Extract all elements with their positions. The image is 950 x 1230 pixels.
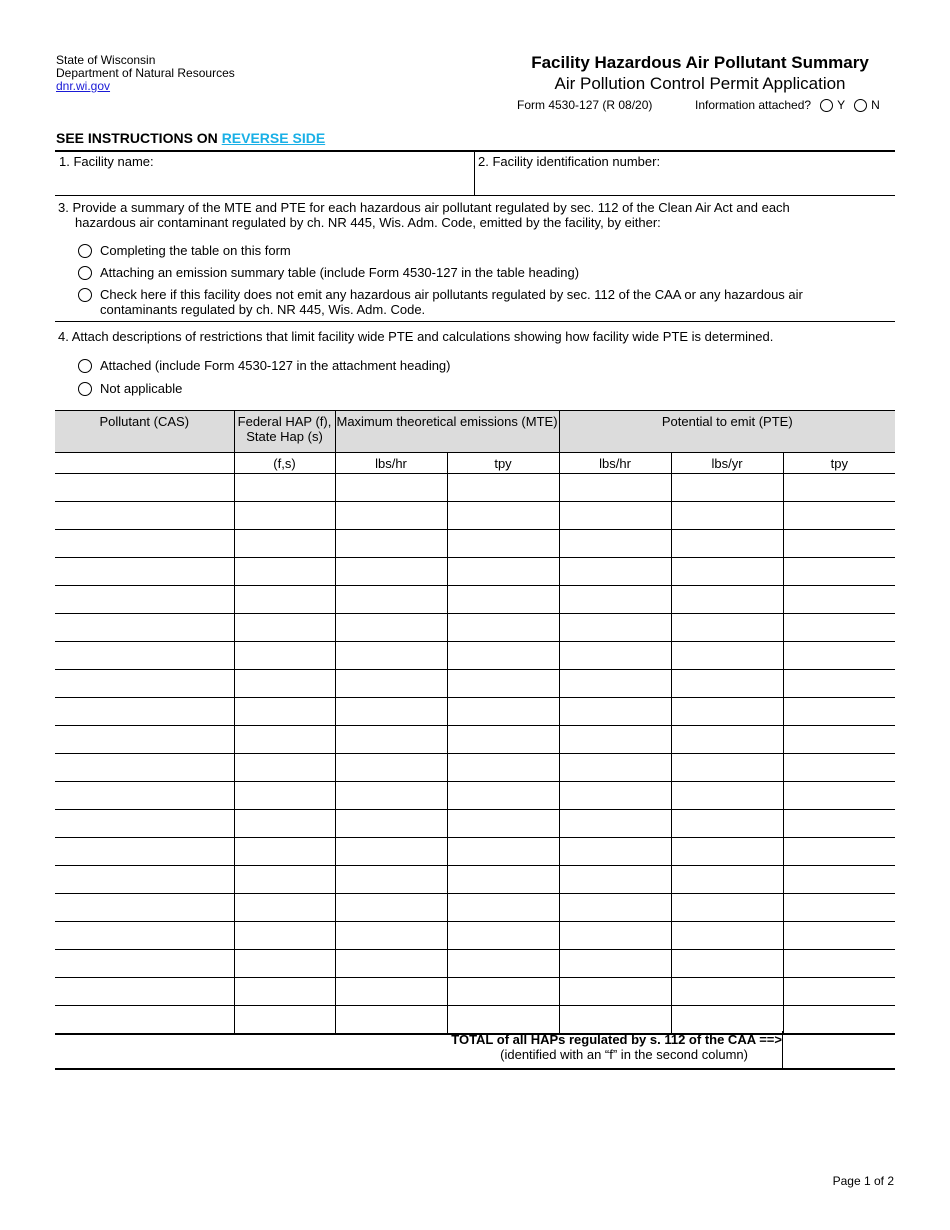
- sub-pte-lbshr-header: lbs/hr: [559, 453, 671, 474]
- pollutant-cell[interactable]: [55, 922, 234, 950]
- pte-lbshr-cell[interactable]: [559, 670, 671, 698]
- pte-tpy-cell[interactable]: [783, 474, 895, 502]
- pte-lbshr-cell[interactable]: [559, 502, 671, 530]
- pte-tpy-cell[interactable]: [783, 866, 895, 894]
- pte-tpy-cell[interactable]: [783, 782, 895, 810]
- pte-tpy-cell[interactable]: [783, 810, 895, 838]
- mte-tpy-cell[interactable]: [447, 670, 559, 698]
- mte-tpy-cell[interactable]: [447, 838, 559, 866]
- divider: [55, 195, 895, 196]
- q3-option-attach[interactable]: [78, 265, 579, 280]
- see-instructions: [56, 130, 325, 146]
- pollutant-cell[interactable]: [55, 950, 234, 978]
- hap-cell[interactable]: [234, 782, 335, 810]
- mte-tpy-cell[interactable]: [447, 782, 559, 810]
- pte-tpy-cell[interactable]: [783, 978, 895, 1006]
- hap-cell[interactable]: [234, 530, 335, 558]
- q3-option-none-radio[interactable]: [78, 288, 92, 302]
- facility-id-label: 2. Facility identification number:: [478, 154, 661, 169]
- mte-tpy-cell[interactable]: [447, 810, 559, 838]
- page-number: Page 1 of 2: [832, 1174, 894, 1188]
- mte-lbshr-cell[interactable]: [335, 726, 447, 754]
- pollutant-cell[interactable]: [55, 586, 234, 614]
- pte-lbsyr-cell[interactable]: [671, 474, 783, 502]
- mte-lbshr-cell[interactable]: [335, 698, 447, 726]
- col-pollutant-header: Pollutant (CAS): [55, 411, 234, 453]
- table-row: [55, 978, 895, 1006]
- pte-lbsyr-cell[interactable]: [671, 1006, 783, 1035]
- mte-tpy-cell[interactable]: [447, 502, 559, 530]
- pollutant-cell[interactable]: [55, 642, 234, 670]
- pollutant-cell[interactable]: [55, 782, 234, 810]
- pte-tpy-cell[interactable]: [783, 698, 895, 726]
- hap-cell[interactable]: [234, 978, 335, 1006]
- see-instructions-text: SEE INSTRUCTIONS ON: [56, 130, 222, 146]
- q3-option-table[interactable]: [78, 243, 291, 258]
- hap-cell[interactable]: [234, 838, 335, 866]
- table-row: [55, 950, 895, 978]
- table-row: [55, 586, 895, 614]
- mte-lbshr-cell[interactable]: [335, 586, 447, 614]
- pte-lbsyr-cell[interactable]: [671, 586, 783, 614]
- mte-tpy-cell[interactable]: [447, 866, 559, 894]
- info-attached-label: Information attached?: [695, 98, 812, 112]
- question-4: 4. Attach descriptions of restrictions that limit facility wide PTE and calculations showing how facility wide PTE is determined.: [58, 329, 774, 344]
- divider: [474, 151, 475, 195]
- pte-lbshr-cell[interactable]: [559, 614, 671, 642]
- pte-lbshr-cell[interactable]: [559, 1006, 671, 1035]
- pte-lbshr-cell[interactable]: [559, 586, 671, 614]
- hap-cell[interactable]: [234, 502, 335, 530]
- mte-tpy-cell[interactable]: [447, 950, 559, 978]
- mte-tpy-cell[interactable]: [447, 474, 559, 502]
- pte-lbsyr-cell[interactable]: [671, 950, 783, 978]
- pte-lbshr-cell[interactable]: [559, 558, 671, 586]
- divider: [55, 1068, 895, 1070]
- pte-tpy-cell[interactable]: [783, 642, 895, 670]
- mte-lbshr-cell[interactable]: [335, 642, 447, 670]
- pollutant-cell[interactable]: [55, 838, 234, 866]
- q4-option-na-label: Not applicable: [100, 381, 183, 396]
- mte-tpy-cell[interactable]: [447, 558, 559, 586]
- mte-tpy-cell[interactable]: [447, 586, 559, 614]
- pte-lbsyr-cell[interactable]: [671, 866, 783, 894]
- table-row: [55, 642, 895, 670]
- total-label-block: [56, 1032, 782, 1062]
- pte-lbshr-cell[interactable]: [559, 698, 671, 726]
- table-row: [55, 894, 895, 922]
- pollutant-cell[interactable]: [55, 670, 234, 698]
- mte-lbshr-cell[interactable]: [335, 838, 447, 866]
- total-note: (identified with an “f” in the second column): [500, 1047, 748, 1062]
- col-pte-header: Potential to emit (PTE): [559, 411, 895, 453]
- mte-lbshr-cell[interactable]: [335, 670, 447, 698]
- mte-lbshr-cell[interactable]: [335, 922, 447, 950]
- pollutant-cell[interactable]: [55, 978, 234, 1006]
- hap-cell[interactable]: [234, 642, 335, 670]
- pollutant-cell[interactable]: [55, 1006, 234, 1035]
- table-row: [55, 474, 895, 502]
- pte-lbshr-cell[interactable]: [559, 894, 671, 922]
- pte-lbshr-cell[interactable]: [559, 642, 671, 670]
- hap-cell[interactable]: [234, 810, 335, 838]
- mte-lbshr-cell[interactable]: [335, 978, 447, 1006]
- pollutant-cell[interactable]: [55, 558, 234, 586]
- mte-lbshr-cell[interactable]: [335, 474, 447, 502]
- hap-cell[interactable]: [234, 586, 335, 614]
- mte-tpy-cell[interactable]: [447, 530, 559, 558]
- hap-cell[interactable]: [234, 558, 335, 586]
- pollutant-cell[interactable]: [55, 502, 234, 530]
- divider: [55, 150, 895, 152]
- table-row: [55, 866, 895, 894]
- sub-hap-header: (f,s): [234, 453, 335, 474]
- pte-tpy-cell[interactable]: [783, 1006, 895, 1035]
- mte-tpy-cell[interactable]: [447, 894, 559, 922]
- hap-cell[interactable]: [234, 614, 335, 642]
- mte-tpy-cell[interactable]: [447, 726, 559, 754]
- q3-option-none-label: Check here if this facility does not emit any hazardous air pollutants regulated by sec. 112 of the CAA or any hazardous air contaminants regulated by ch. NR 445, Wis. Adm. Code.: [100, 287, 803, 317]
- q4-option-attached-label: Attached (include Form 4530-127 in the attachment heading): [100, 358, 451, 373]
- mte-lbshr-cell[interactable]: [335, 782, 447, 810]
- pte-lbsyr-cell[interactable]: [671, 838, 783, 866]
- hap-cell[interactable]: [234, 474, 335, 502]
- pte-lbshr-cell[interactable]: [559, 950, 671, 978]
- table-row: [55, 698, 895, 726]
- mte-lbshr-cell[interactable]: [335, 894, 447, 922]
- table-row: [55, 810, 895, 838]
- q4-option-attached[interactable]: [78, 358, 451, 373]
- table-row: [55, 530, 895, 558]
- mte-tpy-cell[interactable]: [447, 698, 559, 726]
- pollutant-cell[interactable]: [55, 614, 234, 642]
- pte-lbshr-cell[interactable]: [559, 474, 671, 502]
- mte-tpy-cell[interactable]: [447, 1006, 559, 1035]
- pte-lbsyr-cell[interactable]: [671, 530, 783, 558]
- pollutant-cell[interactable]: [55, 530, 234, 558]
- subheader-blank: [55, 453, 234, 474]
- q3-option-attach-radio[interactable]: [78, 266, 92, 280]
- q4-option-na[interactable]: [78, 381, 182, 396]
- hap-cell[interactable]: [234, 950, 335, 978]
- pte-lbsyr-cell[interactable]: [671, 726, 783, 754]
- pte-tpy-cell[interactable]: [783, 502, 895, 530]
- mte-lbshr-cell[interactable]: [335, 558, 447, 586]
- form-title-block: [490, 53, 910, 94]
- mte-tpy-cell[interactable]: [447, 754, 559, 782]
- col-hap-header: Federal HAP (f), State Hap (s): [234, 411, 335, 453]
- table-row: [55, 670, 895, 698]
- mte-tpy-cell[interactable]: [447, 922, 559, 950]
- pte-tpy-cell[interactable]: [783, 726, 895, 754]
- q3-option-none[interactable]: [78, 287, 878, 317]
- pte-lbsyr-cell[interactable]: [671, 502, 783, 530]
- col-mte-header: Maximum theoretical emissions (MTE): [335, 411, 559, 453]
- hap-cell[interactable]: [234, 726, 335, 754]
- hap-cell[interactable]: [234, 754, 335, 782]
- hap-cell[interactable]: [234, 922, 335, 950]
- pte-lbshr-cell[interactable]: [559, 838, 671, 866]
- pte-lbsyr-cell[interactable]: [671, 810, 783, 838]
- pte-lbsyr-cell[interactable]: [671, 642, 783, 670]
- table-subheader-row: [55, 453, 895, 474]
- mte-lbshr-cell[interactable]: [335, 502, 447, 530]
- pte-lbshr-cell[interactable]: [559, 810, 671, 838]
- total-label: TOTAL of all HAPs regulated by s. 112 of the CAA ==>: [451, 1032, 782, 1047]
- question-3-line1: 3. Provide a summary of the MTE and PTE for each hazardous air pollutant regulated by sec. 112 of the Clean Air Act and each: [58, 200, 790, 215]
- pollutant-cell[interactable]: [55, 698, 234, 726]
- agency-block: [56, 54, 235, 93]
- pte-lbsyr-cell[interactable]: [671, 978, 783, 1006]
- sub-mte-tpy-header: tpy: [447, 453, 559, 474]
- reverse-side-link[interactable]: REVERSE SIDE: [221, 130, 326, 146]
- website-link[interactable]: dnr.wi.gov: [56, 79, 111, 93]
- pte-lbsyr-cell[interactable]: [671, 782, 783, 810]
- mte-lbshr-cell[interactable]: [335, 866, 447, 894]
- mte-tpy-cell[interactable]: [447, 614, 559, 642]
- agency-state: State of Wisconsin: [56, 53, 156, 67]
- hap-cell[interactable]: [234, 866, 335, 894]
- sub-pte-lbsyr-header: lbs/yr: [671, 453, 783, 474]
- pte-tpy-cell[interactable]: [783, 894, 895, 922]
- form-title: Facility Hazardous Air Pollutant Summary: [531, 53, 869, 72]
- pollutant-cell[interactable]: [55, 866, 234, 894]
- pte-lbsyr-cell[interactable]: [671, 698, 783, 726]
- mte-lbshr-cell[interactable]: [335, 754, 447, 782]
- table-row: [55, 726, 895, 754]
- info-attached-no-label: N: [871, 98, 880, 112]
- divider: [55, 321, 895, 322]
- pte-lbshr-cell[interactable]: [559, 782, 671, 810]
- mte-tpy-cell[interactable]: [447, 642, 559, 670]
- agency-department: Department of Natural Resources: [56, 66, 235, 80]
- pte-lbshr-cell[interactable]: [559, 530, 671, 558]
- pte-lbsyr-cell[interactable]: [671, 614, 783, 642]
- table-row: [55, 782, 895, 810]
- pte-tpy-cell[interactable]: [783, 558, 895, 586]
- question-3: [58, 200, 888, 230]
- pte-tpy-cell[interactable]: [783, 950, 895, 978]
- pte-tpy-cell[interactable]: [783, 754, 895, 782]
- facility-name-label: 1. Facility name:: [59, 154, 154, 169]
- sub-mte-lbshr-header: lbs/hr: [335, 453, 447, 474]
- mte-lbshr-cell[interactable]: [335, 614, 447, 642]
- emissions-table: [55, 410, 895, 1035]
- mte-lbshr-cell[interactable]: [335, 810, 447, 838]
- total-tpy-field[interactable]: [784, 1033, 894, 1067]
- hap-cell[interactable]: [234, 670, 335, 698]
- info-attached: [695, 98, 880, 112]
- pte-lbsyr-cell[interactable]: [671, 754, 783, 782]
- mte-tpy-cell[interactable]: [447, 978, 559, 1006]
- q4-option-attached-radio[interactable]: [78, 359, 92, 373]
- q3-option-attach-label: Attaching an emission summary table (include Form 4530-127 in the table heading): [100, 265, 580, 280]
- table-row: [55, 1006, 895, 1035]
- pte-tpy-cell[interactable]: [783, 586, 895, 614]
- pte-lbshr-cell[interactable]: [559, 866, 671, 894]
- table-row: [55, 558, 895, 586]
- pte-tpy-cell[interactable]: [783, 838, 895, 866]
- pte-lbshr-cell[interactable]: [559, 922, 671, 950]
- table-header-row: [55, 411, 895, 453]
- pte-lbshr-cell[interactable]: [559, 726, 671, 754]
- hap-cell[interactable]: [234, 1006, 335, 1035]
- table-row: [55, 754, 895, 782]
- mte-lbshr-cell[interactable]: [335, 1006, 447, 1035]
- q3-option-table-radio[interactable]: [78, 244, 92, 258]
- pte-lbsyr-cell[interactable]: [671, 558, 783, 586]
- mte-lbshr-cell[interactable]: [335, 950, 447, 978]
- table-row: [55, 502, 895, 530]
- pte-tpy-cell[interactable]: [783, 670, 895, 698]
- pte-tpy-cell[interactable]: [783, 922, 895, 950]
- table-row: [55, 838, 895, 866]
- pte-lbsyr-cell[interactable]: [671, 670, 783, 698]
- form-subtitle: Air Pollution Control Permit Application: [554, 74, 846, 93]
- facility-id-field[interactable]: [478, 170, 890, 192]
- info-attached-no-radio[interactable]: [854, 99, 867, 112]
- facility-name-field[interactable]: [60, 170, 470, 192]
- hap-cell[interactable]: [234, 894, 335, 922]
- pte-lbsyr-cell[interactable]: [671, 894, 783, 922]
- info-attached-yes-radio[interactable]: [820, 99, 833, 112]
- divider: [782, 1031, 783, 1069]
- pollutant-cell[interactable]: [55, 810, 234, 838]
- form-number: Form 4530-127 (R 08/20): [517, 98, 653, 112]
- info-attached-yes-label: Y: [837, 98, 846, 112]
- pte-tpy-cell[interactable]: [783, 614, 895, 642]
- hap-cell[interactable]: [234, 698, 335, 726]
- pte-lbshr-cell[interactable]: [559, 978, 671, 1006]
- pollutant-cell[interactable]: [55, 894, 234, 922]
- sub-pte-tpy-header: tpy: [783, 453, 895, 474]
- q3-option-table-label: Completing the table on this form: [100, 243, 291, 258]
- pollutant-cell[interactable]: [55, 754, 234, 782]
- question-3-line2: hazardous air contaminant regulated by ch. NR 445, Wis. Adm. Code, emitted by the facility, by either:: [75, 215, 661, 230]
- pollutant-cell[interactable]: [55, 726, 234, 754]
- table-row: [55, 614, 895, 642]
- pollutant-cell[interactable]: [55, 474, 234, 502]
- mte-lbshr-cell[interactable]: [335, 530, 447, 558]
- pte-lbshr-cell[interactable]: [559, 754, 671, 782]
- pte-tpy-cell[interactable]: [783, 530, 895, 558]
- table-row: [55, 922, 895, 950]
- q4-option-na-radio[interactable]: [78, 382, 92, 396]
- pte-lbsyr-cell[interactable]: [671, 922, 783, 950]
